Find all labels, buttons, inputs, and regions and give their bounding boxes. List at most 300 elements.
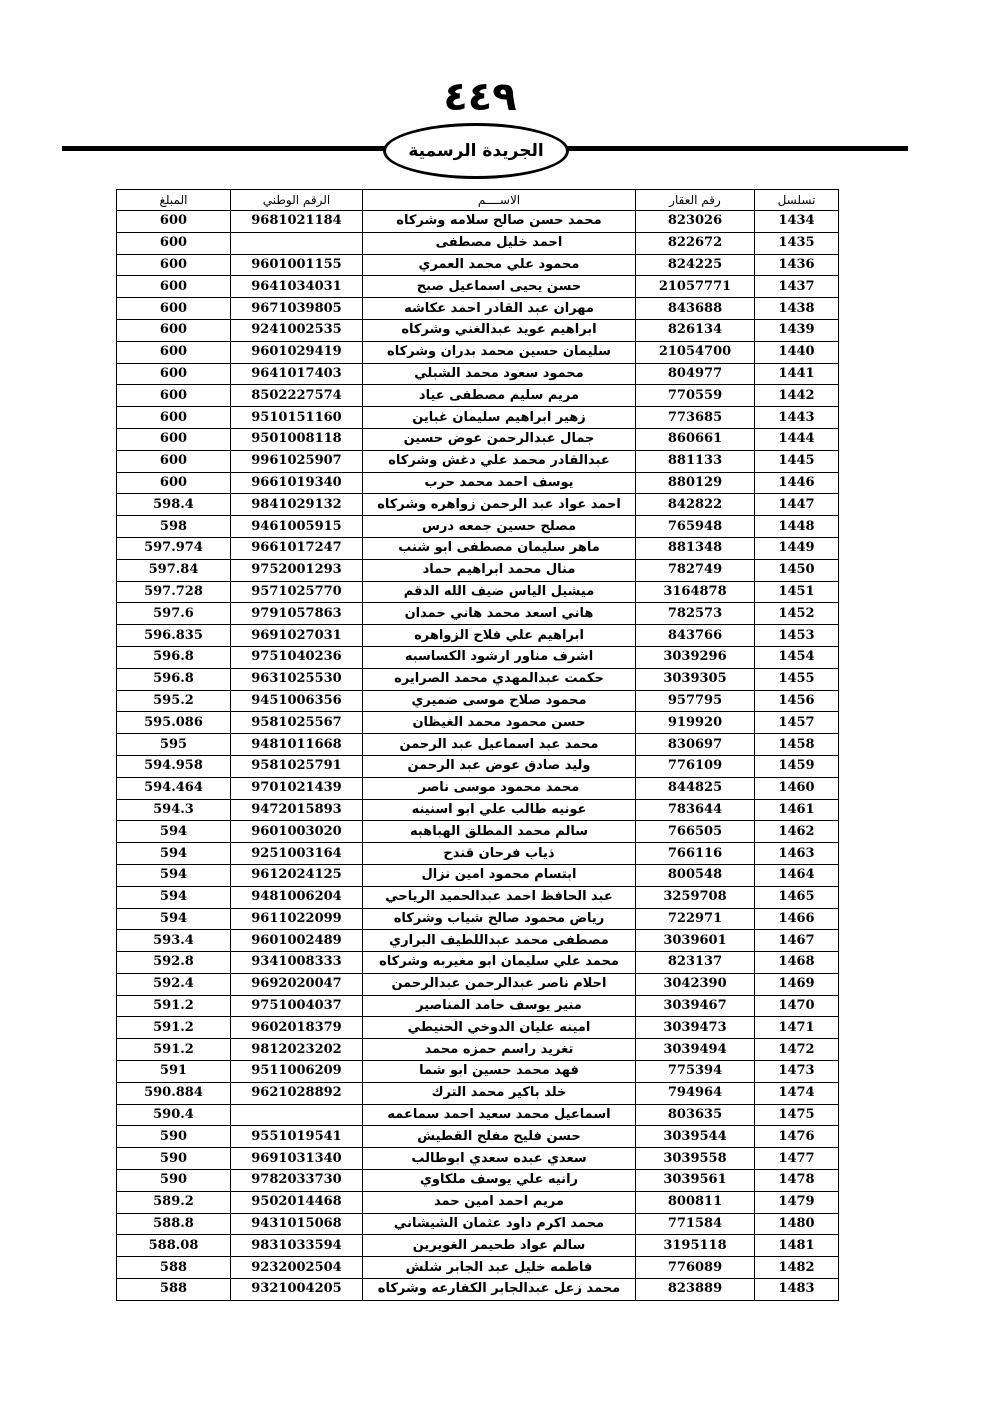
national-id-cell: 9631025530 — [231, 668, 363, 690]
name-cell: تغريد راسم حمزه محمد — [363, 1039, 636, 1061]
property-number-cell: 842822 — [636, 494, 755, 516]
national-id-cell: 9681021184 — [231, 211, 363, 233]
name-cell: رانيه علي يوسف ملكاوي — [363, 1170, 636, 1192]
amount-cell: 598.4 — [117, 494, 231, 516]
table-row — [117, 232, 839, 254]
serial-cell: 1469 — [755, 973, 839, 995]
name-cell: فهد محمد حسين ابو شما — [363, 1061, 636, 1083]
amount-cell: 597.84 — [117, 559, 231, 581]
name-cell: اشرف مناور ارشود الكساسبه — [363, 646, 636, 668]
name-cell: منير يوسف حامد المناصير — [363, 995, 636, 1017]
amount-cell: 595.2 — [117, 690, 231, 712]
property-number-cell: 21054700 — [636, 341, 755, 363]
table-row — [117, 821, 839, 843]
name-cell: محمود سعود محمد الشبلي — [363, 363, 636, 385]
national-id-cell: 9551019541 — [231, 1126, 363, 1148]
national-id-cell: 9691031340 — [231, 1148, 363, 1170]
name-cell: محمد عبد اسماعيل عبد الرحمن — [363, 734, 636, 756]
table-row — [117, 559, 839, 581]
amount-cell: 588.8 — [117, 1213, 231, 1235]
national-id-cell: 9692020047 — [231, 973, 363, 995]
property-number-cell: 3039494 — [636, 1039, 755, 1061]
table-header-row — [117, 190, 839, 211]
name-cell: محمد علي سليمان ابو مغيربه وشركاه — [363, 952, 636, 974]
property-number-cell: 824225 — [636, 254, 755, 276]
national-id-cell: 9601001155 — [231, 254, 363, 276]
amount-cell: 600 — [117, 319, 231, 341]
name-cell: احلام ناصر عبدالرحمن عبدالرحمن — [363, 973, 636, 995]
name-cell: خلد باكير محمد الترك — [363, 1082, 636, 1104]
serial-cell: 1478 — [755, 1170, 839, 1192]
property-number-cell: 3039296 — [636, 646, 755, 668]
table-row — [117, 494, 839, 516]
name-cell: محمد حسن صالح سلامه وشركاه — [363, 211, 636, 233]
table-row — [117, 516, 839, 538]
national-id-cell: 9451006356 — [231, 690, 363, 712]
amount-cell: 591.2 — [117, 1039, 231, 1061]
property-number-cell: 830697 — [636, 734, 755, 756]
table-row — [117, 211, 839, 233]
property-number-cell: 771584 — [636, 1213, 755, 1235]
national-id-cell: 9661017247 — [231, 537, 363, 559]
property-number-cell: 3039558 — [636, 1148, 755, 1170]
name-cell: سالم عواد طحيمر الغويرين — [363, 1235, 636, 1257]
amount-cell: 590.884 — [117, 1082, 231, 1104]
property-number-cell: 773685 — [636, 407, 755, 429]
amount-cell: 590.4 — [117, 1104, 231, 1126]
amount-cell: 596.835 — [117, 625, 231, 647]
amount-cell: 590 — [117, 1148, 231, 1170]
serial-cell: 1471 — [755, 1017, 839, 1039]
national-id-cell: 9621028892 — [231, 1082, 363, 1104]
serial-cell: 1445 — [755, 450, 839, 472]
table-row — [117, 690, 839, 712]
amount-cell: 591 — [117, 1061, 231, 1083]
table-row — [117, 777, 839, 799]
name-cell: حسن فليح مفلح القطيش — [363, 1126, 636, 1148]
amount-cell: 588.08 — [117, 1235, 231, 1257]
serial-cell: 1482 — [755, 1257, 839, 1279]
table-row — [117, 755, 839, 777]
serial-cell: 1463 — [755, 843, 839, 865]
serial-cell: 1473 — [755, 1061, 839, 1083]
national-id-cell: 9601002489 — [231, 930, 363, 952]
table-row — [117, 864, 839, 886]
column-header-serial: تسلسل — [755, 190, 839, 211]
property-number-cell: 722971 — [636, 908, 755, 930]
name-cell: جمال عبدالرحمن عوض حسين — [363, 428, 636, 450]
serial-cell: 1436 — [755, 254, 839, 276]
table-row — [117, 1039, 839, 1061]
column-header-national-id: الرقم الوطني — [231, 190, 363, 211]
national-id-cell: 9671039805 — [231, 298, 363, 320]
publication-title: الجريدة الرسمية — [408, 141, 544, 161]
property-number-cell: 782749 — [636, 559, 755, 581]
serial-cell: 1448 — [755, 516, 839, 538]
column-header-property-number: رقم العقار — [636, 190, 755, 211]
name-cell: ابراهيم علي فلاح الزواهره — [363, 625, 636, 647]
amount-cell: 594.958 — [117, 755, 231, 777]
serial-cell: 1440 — [755, 341, 839, 363]
table-row — [117, 537, 839, 559]
serial-cell: 1447 — [755, 494, 839, 516]
name-cell: زهير ابراهيم سليمان غباين — [363, 407, 636, 429]
national-id-cell: 9501008118 — [231, 428, 363, 450]
name-cell: يوسف احمد محمد حرب — [363, 472, 636, 494]
national-id-cell: 9502014468 — [231, 1191, 363, 1213]
table-row — [117, 1213, 839, 1235]
serial-cell: 1462 — [755, 821, 839, 843]
serial-cell: 1474 — [755, 1082, 839, 1104]
national-id-cell: 9751040236 — [231, 646, 363, 668]
serial-cell: 1468 — [755, 952, 839, 974]
serial-cell: 1476 — [755, 1126, 839, 1148]
serial-cell: 1477 — [755, 1148, 839, 1170]
serial-cell: 1453 — [755, 625, 839, 647]
amount-cell: 595.086 — [117, 712, 231, 734]
property-number-cell: 800811 — [636, 1191, 755, 1213]
national-id-cell: 9251003164 — [231, 843, 363, 865]
amount-cell: 600 — [117, 276, 231, 298]
table-row — [117, 668, 839, 690]
national-id-cell: 9601029419 — [231, 341, 363, 363]
name-cell: ماهر سليمان مصطفى ابو شنب — [363, 537, 636, 559]
name-cell: ميشيل الياس ضيف الله الدقم — [363, 581, 636, 603]
amount-cell: 588 — [117, 1279, 231, 1301]
serial-cell: 1475 — [755, 1104, 839, 1126]
national-id-cell: 9812023202 — [231, 1039, 363, 1061]
table-row — [117, 1279, 839, 1301]
table-row — [117, 1235, 839, 1257]
national-id-cell: 9602018379 — [231, 1017, 363, 1039]
national-id-cell: 9571025770 — [231, 581, 363, 603]
national-id-cell: 9782033730 — [231, 1170, 363, 1192]
property-number-cell: 803635 — [636, 1104, 755, 1126]
serial-cell: 1438 — [755, 298, 839, 320]
name-cell: محمد محمود موسى ناصر — [363, 777, 636, 799]
name-cell: سعدي عبده سعدي ابوطالب — [363, 1148, 636, 1170]
name-cell: فاطمه خليل عبد الجابر شلش — [363, 1257, 636, 1279]
serial-cell: 1465 — [755, 886, 839, 908]
amount-cell: 589.2 — [117, 1191, 231, 1213]
name-cell: احمد عواد عبد الرحمن زواهره وشركاه — [363, 494, 636, 516]
property-number-cell: 822672 — [636, 232, 755, 254]
name-cell: محمود علي محمد العمري — [363, 254, 636, 276]
amount-cell: 600 — [117, 363, 231, 385]
table-row — [117, 276, 839, 298]
amount-cell: 592.8 — [117, 952, 231, 974]
table-row — [117, 734, 839, 756]
property-number-cell: 826134 — [636, 319, 755, 341]
amount-cell: 600 — [117, 407, 231, 429]
amount-cell: 592.4 — [117, 973, 231, 995]
amount-cell: 590 — [117, 1170, 231, 1192]
national-id-cell: 9661019340 — [231, 472, 363, 494]
name-cell: اسماعيل محمد سعيد احمد سماعمه — [363, 1104, 636, 1126]
table-row — [117, 581, 839, 603]
serial-cell: 1446 — [755, 472, 839, 494]
amount-cell: 600 — [117, 472, 231, 494]
amount-cell: 594 — [117, 886, 231, 908]
name-cell: مريم احمد امين حمد — [363, 1191, 636, 1213]
property-number-cell: 775394 — [636, 1061, 755, 1083]
property-number-cell: 957795 — [636, 690, 755, 712]
serial-cell: 1467 — [755, 930, 839, 952]
serial-cell: 1435 — [755, 232, 839, 254]
table-row — [117, 450, 839, 472]
national-id-cell: 9481011668 — [231, 734, 363, 756]
table-row — [117, 1170, 839, 1192]
name-cell: امينه عليان الدوخي الحنيطي — [363, 1017, 636, 1039]
table-row — [117, 1126, 839, 1148]
table-row — [117, 603, 839, 625]
amount-cell: 600 — [117, 341, 231, 363]
table-row — [117, 1061, 839, 1083]
serial-cell: 1437 — [755, 276, 839, 298]
property-number-cell: 3039473 — [636, 1017, 755, 1039]
amount-cell: 596.8 — [117, 668, 231, 690]
name-cell: مريم سليم مصطفى عياد — [363, 385, 636, 407]
column-header-amount: المبلغ — [117, 190, 231, 211]
serial-cell: 1480 — [755, 1213, 839, 1235]
table-row — [117, 472, 839, 494]
property-number-cell: 881133 — [636, 450, 755, 472]
amount-cell: 600 — [117, 428, 231, 450]
national-id-cell: 9831033594 — [231, 1235, 363, 1257]
serial-cell: 1459 — [755, 755, 839, 777]
national-id-cell: 9612024125 — [231, 864, 363, 886]
property-number-cell: 844825 — [636, 777, 755, 799]
amount-cell: 597.6 — [117, 603, 231, 625]
name-cell: عبد الحافظ احمد عبدالحميد الرياحي — [363, 886, 636, 908]
amount-cell: 591.2 — [117, 995, 231, 1017]
property-number-cell: 804977 — [636, 363, 755, 385]
amount-cell: 588 — [117, 1257, 231, 1279]
national-id-cell: 9641034031 — [231, 276, 363, 298]
name-cell: مصلح حسين جمعه درس — [363, 516, 636, 538]
table-row — [117, 298, 839, 320]
national-id-cell: 9232002504 — [231, 1257, 363, 1279]
table-row — [117, 646, 839, 668]
property-number-cell: 3164878 — [636, 581, 755, 603]
amount-cell: 591.2 — [117, 1017, 231, 1039]
property-number-cell: 782573 — [636, 603, 755, 625]
amount-cell: 596.8 — [117, 646, 231, 668]
national-id-cell: 9581025791 — [231, 755, 363, 777]
name-cell: محمد اكرم داود عثمان الشيشاني — [363, 1213, 636, 1235]
amount-cell: 597.974 — [117, 537, 231, 559]
national-id-cell: 9431015068 — [231, 1213, 363, 1235]
national-id-cell: 9961025907 — [231, 450, 363, 472]
serial-cell: 1441 — [755, 363, 839, 385]
property-number-cell: 3042390 — [636, 973, 755, 995]
name-cell: عونيه طالب علي ابو اسنينه — [363, 799, 636, 821]
amount-cell: 594.464 — [117, 777, 231, 799]
table-row — [117, 843, 839, 865]
national-id-cell: 9481006204 — [231, 886, 363, 908]
amount-cell: 600 — [117, 298, 231, 320]
amount-cell: 600 — [117, 385, 231, 407]
national-id-cell: 8502227574 — [231, 385, 363, 407]
table-row — [117, 1148, 839, 1170]
table-row — [117, 319, 839, 341]
serial-cell: 1483 — [755, 1279, 839, 1301]
table-row — [117, 341, 839, 363]
column-header-name: الاســــم — [363, 190, 636, 211]
table-row — [117, 886, 839, 908]
national-id-cell: 9341008333 — [231, 952, 363, 974]
table-row — [117, 799, 839, 821]
name-cell: محمود صلاح موسى ضميري — [363, 690, 636, 712]
name-cell: ابراهيم عويد عبدالغني وشركاه — [363, 319, 636, 341]
table-row — [117, 712, 839, 734]
national-id-cell: 9751004037 — [231, 995, 363, 1017]
name-cell: حسن محمود محمد الغيظان — [363, 712, 636, 734]
name-cell: سالم محمد المطلق الهباهبه — [363, 821, 636, 843]
name-cell: سليمان حسين محمد بدران وشركاه — [363, 341, 636, 363]
amount-cell: 600 — [117, 254, 231, 276]
name-cell: ابتسام محمود امين نزال — [363, 864, 636, 886]
table-row — [117, 1082, 839, 1104]
property-number-cell: 766505 — [636, 821, 755, 843]
serial-cell: 1452 — [755, 603, 839, 625]
amount-cell: 594 — [117, 843, 231, 865]
amount-cell: 594.3 — [117, 799, 231, 821]
name-cell: محمد زعل عبدالجابر الكفارعه وشركاه — [363, 1279, 636, 1301]
serial-cell: 1444 — [755, 428, 839, 450]
national-id-cell: 9511006209 — [231, 1061, 363, 1083]
property-number-cell: 919920 — [636, 712, 755, 734]
property-number-cell: 823026 — [636, 211, 755, 233]
publication-title-badge — [383, 123, 569, 179]
national-id-cell: 9641017403 — [231, 363, 363, 385]
property-number-cell: 3039601 — [636, 930, 755, 952]
table-row — [117, 908, 839, 930]
property-number-cell: 843766 — [636, 625, 755, 647]
table-row — [117, 1191, 839, 1213]
property-number-cell: 21057771 — [636, 276, 755, 298]
national-id-cell: 9472015893 — [231, 799, 363, 821]
name-cell: ذياب فرحان قندح — [363, 843, 636, 865]
property-number-cell: 823137 — [636, 952, 755, 974]
national-id-cell: 9601003020 — [231, 821, 363, 843]
serial-cell: 1472 — [755, 1039, 839, 1061]
name-cell: حكمت عبدالمهدي محمد الصرايره — [363, 668, 636, 690]
table-row — [117, 952, 839, 974]
table-row — [117, 930, 839, 952]
amount-cell: 598 — [117, 516, 231, 538]
property-number-cell: 3039305 — [636, 668, 755, 690]
table-row — [117, 363, 839, 385]
table-body — [117, 211, 839, 1301]
serial-cell: 1470 — [755, 995, 839, 1017]
property-number-cell: 770559 — [636, 385, 755, 407]
national-id-cell: 9581025567 — [231, 712, 363, 734]
property-number-cell: 765948 — [636, 516, 755, 538]
national-id-cell — [231, 232, 363, 254]
national-id-cell: 9752001293 — [231, 559, 363, 581]
national-id-cell: 9701021439 — [231, 777, 363, 799]
serial-cell: 1481 — [755, 1235, 839, 1257]
amount-cell: 594 — [117, 821, 231, 843]
records-table — [116, 189, 839, 1301]
property-number-cell: 776089 — [636, 1257, 755, 1279]
name-cell: منال محمد ابراهيم حماد — [363, 559, 636, 581]
amount-cell: 595 — [117, 734, 231, 756]
property-number-cell: 3039561 — [636, 1170, 755, 1192]
serial-cell: 1466 — [755, 908, 839, 930]
national-id-cell — [231, 1104, 363, 1126]
name-cell: رياض محمود صالح شياب وشركاه — [363, 908, 636, 930]
national-id-cell: 9461005915 — [231, 516, 363, 538]
table-row — [117, 973, 839, 995]
serial-cell: 1449 — [755, 537, 839, 559]
amount-cell: 594 — [117, 908, 231, 930]
property-number-cell: 766116 — [636, 843, 755, 865]
national-id-cell: 9691027031 — [231, 625, 363, 647]
page-number: ٤٤٩ — [443, 74, 517, 120]
property-number-cell: 794964 — [636, 1082, 755, 1104]
table-row — [117, 1257, 839, 1279]
serial-cell: 1439 — [755, 319, 839, 341]
serial-cell: 1456 — [755, 690, 839, 712]
national-id-cell: 9510151160 — [231, 407, 363, 429]
table-row — [117, 1017, 839, 1039]
serial-cell: 1454 — [755, 646, 839, 668]
serial-cell: 1442 — [755, 385, 839, 407]
property-number-cell: 3259708 — [636, 886, 755, 908]
table-row — [117, 254, 839, 276]
amount-cell: 594 — [117, 864, 231, 886]
table-row — [117, 995, 839, 1017]
property-number-cell: 783644 — [636, 799, 755, 821]
name-cell: هاني اسعد محمد هاني حمدان — [363, 603, 636, 625]
property-number-cell: 823889 — [636, 1279, 755, 1301]
serial-cell: 1455 — [755, 668, 839, 690]
table-row — [117, 428, 839, 450]
serial-cell: 1458 — [755, 734, 839, 756]
serial-cell: 1434 — [755, 211, 839, 233]
serial-cell: 1457 — [755, 712, 839, 734]
amount-cell: 600 — [117, 450, 231, 472]
amount-cell: 593.4 — [117, 930, 231, 952]
table-row — [117, 407, 839, 429]
national-id-cell: 9321004205 — [231, 1279, 363, 1301]
national-id-cell: 9841029132 — [231, 494, 363, 516]
table-row — [117, 385, 839, 407]
amount-cell: 600 — [117, 211, 231, 233]
name-cell: عبدالقادر محمد علي دغش وشركاه — [363, 450, 636, 472]
name-cell: حسن يحيى اسماعيل صبح — [363, 276, 636, 298]
property-number-cell: 3039467 — [636, 995, 755, 1017]
national-id-cell: 9791057863 — [231, 603, 363, 625]
property-number-cell: 860661 — [636, 428, 755, 450]
name-cell: وليد صادق عوض عبد الرحمن — [363, 755, 636, 777]
property-number-cell: 880129 — [636, 472, 755, 494]
property-number-cell: 800548 — [636, 864, 755, 886]
name-cell: مصطفى محمد عبداللطيف البراري — [363, 930, 636, 952]
property-number-cell: 3195118 — [636, 1235, 755, 1257]
table-row — [117, 1104, 839, 1126]
serial-cell: 1464 — [755, 864, 839, 886]
serial-cell: 1450 — [755, 559, 839, 581]
amount-cell: 597.728 — [117, 581, 231, 603]
serial-cell: 1443 — [755, 407, 839, 429]
property-number-cell: 3039544 — [636, 1126, 755, 1148]
amount-cell: 590 — [117, 1126, 231, 1148]
serial-cell: 1479 — [755, 1191, 839, 1213]
property-number-cell: 881348 — [636, 537, 755, 559]
